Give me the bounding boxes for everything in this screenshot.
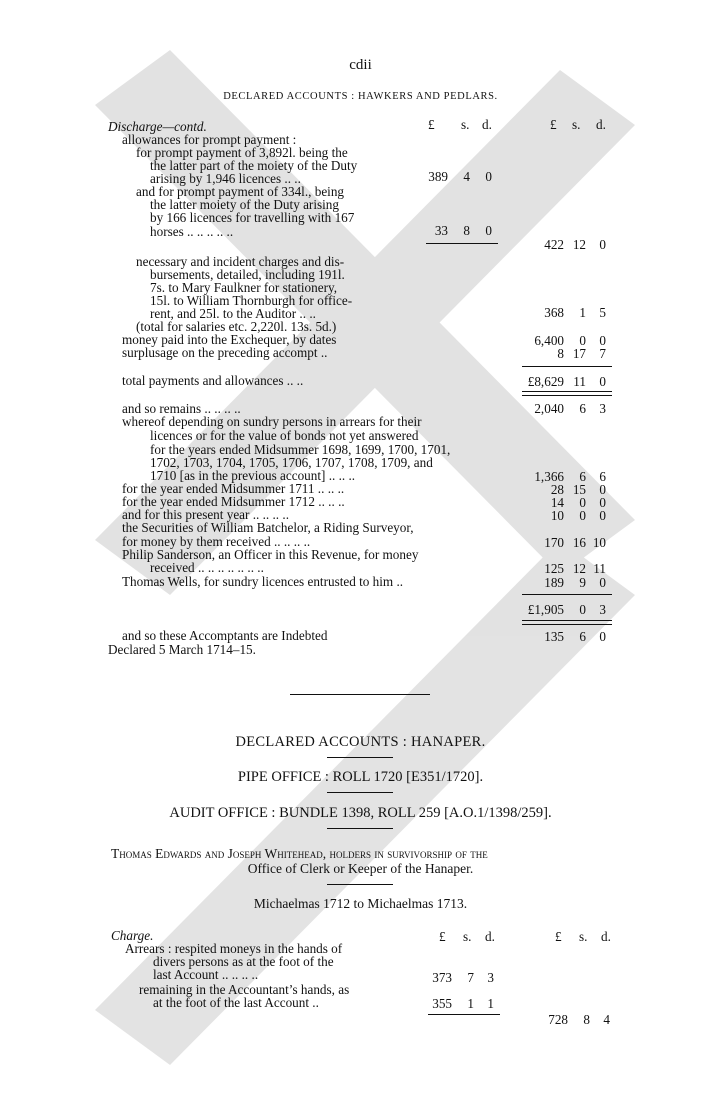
- subtotal-rule: [426, 243, 498, 244]
- amount-shillings: 0: [579, 333, 586, 348]
- total-rule: [522, 594, 612, 595]
- amount-pence: 6: [599, 469, 606, 484]
- amount-shillings: 8: [463, 223, 470, 238]
- amount-pence: 4: [603, 1012, 610, 1027]
- page-number: cdii: [349, 57, 372, 73]
- text-line: the Securities of William Batchelor, a Riding Surveyor,: [122, 520, 414, 535]
- amount-shillings: 11: [573, 374, 586, 389]
- col-header-shilling-outer: s.: [579, 929, 588, 944]
- text-line: 1702, 1703, 1704, 1705, 1706, 1707, 1708, 1709, and: [150, 455, 433, 470]
- subtotal-rule: [428, 1014, 500, 1015]
- amount-pence: 0: [599, 508, 606, 523]
- amount-pounds: 189: [544, 575, 564, 590]
- amount-pence: 5: [599, 305, 606, 320]
- amount-pence: 0: [485, 169, 492, 184]
- text-line: the latter moiety of the Duty arising: [150, 197, 339, 212]
- amount-pence: 0: [599, 333, 606, 348]
- text-line: 15l. to William Thornburgh for office-: [150, 293, 353, 308]
- amount-pounds: 125: [544, 561, 564, 576]
- amount-pence: 3: [487, 970, 494, 985]
- text-line: Arrears : respited moneys in the hands of: [125, 941, 343, 956]
- amount-pounds: £8,629: [527, 374, 564, 389]
- amount-pence: 0: [599, 629, 606, 644]
- amount-pounds: 355: [432, 996, 452, 1011]
- amount-pence: 3: [599, 401, 606, 416]
- period-line: Michaelmas 1712 to Michaelmas 1713.: [253, 896, 468, 911]
- amount-shillings: 6: [579, 401, 586, 416]
- text-line: for the years ended Midsummer 1698, 1699, 1700, 1701,: [150, 442, 451, 457]
- amount-pounds: 14: [550, 495, 564, 510]
- amount-pence: 0: [599, 575, 606, 590]
- pipe-office-line: PIPE OFFICE : ROLL 1720 [E351/1720].: [237, 769, 484, 785]
- amount-shillings: 1: [579, 305, 586, 320]
- amount-shillings: 16: [572, 535, 586, 550]
- section-divider: [290, 694, 430, 695]
- text-line: licences or for the value of bonds not yet answered: [150, 428, 419, 443]
- text-line: for the year ended Midsummer 1712 .. .. ..: [122, 494, 345, 509]
- text-line: total payments and allowances .. ..: [122, 373, 304, 388]
- amount-pence: 3: [599, 602, 606, 617]
- double-rule: [522, 391, 612, 396]
- amount-pounds: 170: [544, 535, 564, 550]
- amount-shillings: 0: [579, 508, 586, 523]
- amount-pence: 7: [599, 346, 606, 361]
- text-line: and so remains .. .. .. ..: [122, 401, 241, 416]
- text-line: at the foot of the last Account ..: [153, 995, 319, 1010]
- holders-line: Office of Clerk or Keeper of the Hanaper.: [247, 861, 474, 876]
- col-header-shilling-outer: s.: [572, 117, 581, 132]
- running-head: DECLARED ACCOUNTS : HAWKERS AND PEDLARS.: [223, 91, 498, 102]
- text-line: by 166 licences for travelling with 167: [150, 210, 355, 225]
- amount-shillings: 1: [467, 996, 474, 1011]
- text-line: rent, and 25l. to the Auditor .. ..: [150, 306, 316, 321]
- amount-pence: 0: [599, 374, 606, 389]
- text-line: for the year ended Midsummer 1711 .. .. ..: [122, 481, 345, 496]
- amount-shillings: 15: [572, 482, 586, 497]
- amount-pounds: 389: [428, 169, 448, 184]
- col-header-pound-outer: £: [550, 117, 557, 132]
- amount-pounds: 135: [544, 629, 564, 644]
- amount-pence: 10: [592, 535, 606, 550]
- amount-shillings: 17: [572, 346, 586, 361]
- amount-shillings: 4: [463, 169, 470, 184]
- col-header-pound-outer: £: [555, 929, 562, 944]
- text-line: Philip Sanderson, an Officer in this Revenue, for money: [122, 547, 419, 562]
- text-line: and for prompt payment of 334l., being: [136, 184, 345, 199]
- amount-pence: 1: [487, 996, 494, 1011]
- amount-pounds: 8: [557, 346, 564, 361]
- amount-shillings: 6: [579, 469, 586, 484]
- double-rule: [522, 620, 612, 625]
- text-line: arising by 1,946 licences .. ..: [150, 171, 301, 186]
- text-line: horses .. .. .. .. ..: [150, 224, 234, 239]
- holders-line: Thomas Edwards and Joseph Whitehead, holders in survivorship of the: [111, 846, 488, 861]
- text-line: 7s. to Mary Faulkner for stationery,: [150, 280, 338, 295]
- amount-shillings: 8: [583, 1012, 590, 1027]
- text-line: remaining in the Accountant’s hands, as: [139, 982, 350, 997]
- amount-pence: 0: [599, 482, 606, 497]
- text-line: (total for salaries etc. 2,220l. 13s. 5d.): [136, 319, 337, 334]
- col-header-shilling: s.: [463, 929, 472, 944]
- text-line: and for this present year .. .. .. ..: [122, 507, 289, 522]
- amount-pounds: 422: [544, 237, 564, 252]
- text-line: and so these Accomptants are Indebted: [122, 628, 328, 643]
- hanaper-title: DECLARED ACCOUNTS : HANAPER.: [235, 734, 486, 750]
- amount-pounds: £1,905: [527, 602, 564, 617]
- audit-office-line: AUDIT OFFICE : BUNDLE 1398, ROLL 259 [A.O.1/1398/259].: [169, 805, 552, 821]
- amount-shillings: 6: [579, 629, 586, 644]
- amount-pounds: 6,400: [534, 333, 564, 348]
- text-line: money paid into the Exchequer, by dates: [122, 332, 337, 347]
- text-line: necessary and incident charges and dis-: [136, 254, 345, 269]
- section-label-charge: Charge.: [111, 928, 154, 943]
- amount-pence: 0: [485, 223, 492, 238]
- amount-shillings: 0: [579, 495, 586, 510]
- amount-pounds: 728: [548, 1012, 568, 1027]
- text-line: allowances for prompt payment :: [122, 132, 297, 147]
- text-line: surplusage on the preceding accompt ..: [122, 345, 328, 360]
- amount-pounds: 2,040: [534, 401, 564, 416]
- amount-pounds: 33: [434, 223, 448, 238]
- amount-pounds: 10: [550, 508, 564, 523]
- amount-pence: 11: [593, 561, 606, 576]
- text-line: for money by them received .. .. .. ..: [122, 534, 311, 549]
- text-line: whereof depending on sundry persons in arrears for their: [122, 414, 422, 429]
- amount-pounds: 28: [550, 482, 564, 497]
- amount-shillings: 0: [579, 602, 586, 617]
- heading-rule: [327, 884, 393, 885]
- col-header-pound: £: [428, 117, 435, 132]
- text-line: for prompt payment of 3,892l. being the: [136, 145, 348, 160]
- col-header-pence: d.: [485, 929, 495, 944]
- amount-shillings: 12: [572, 237, 586, 252]
- amount-shillings: 12: [572, 561, 586, 576]
- amount-shillings: 9: [579, 575, 586, 590]
- text-line: the latter part of the moiety of the Duty: [150, 158, 358, 173]
- heading-rule: [327, 757, 393, 758]
- text-line: 1710 [as in the previous account] .. .. ..: [150, 468, 356, 483]
- section-label-discharge: Discharge—contd.: [108, 119, 207, 134]
- text-line: Declared 5 March 1714–15.: [108, 642, 256, 657]
- text-line: received .. .. .. .. .. .. ..: [150, 560, 264, 575]
- text-line: last Account .. .. .. ..: [153, 967, 259, 982]
- col-header-pence: d.: [482, 117, 492, 132]
- heading-rule: [327, 792, 393, 793]
- amount-pounds: 1,366: [534, 469, 564, 484]
- amount-pounds: 373: [432, 970, 452, 985]
- col-header-pound: £: [439, 929, 446, 944]
- amount-pence: 0: [599, 495, 606, 510]
- amount-shillings: 7: [467, 970, 474, 985]
- text-line: bursements, detailed, including 191l.: [150, 267, 345, 282]
- amount-pence: 0: [599, 237, 606, 252]
- text-line: divers persons as at the foot of the: [153, 954, 334, 969]
- col-header-pence-outer: d.: [596, 117, 606, 132]
- text-line: Thomas Wells, for sundry licences entrusted to him ..: [122, 574, 404, 589]
- col-header-pence-outer: d.: [601, 929, 611, 944]
- heading-rule: [327, 828, 393, 829]
- total-rule: [522, 366, 612, 367]
- col-header-shilling: s.: [461, 117, 470, 132]
- amount-pounds: 368: [544, 305, 564, 320]
